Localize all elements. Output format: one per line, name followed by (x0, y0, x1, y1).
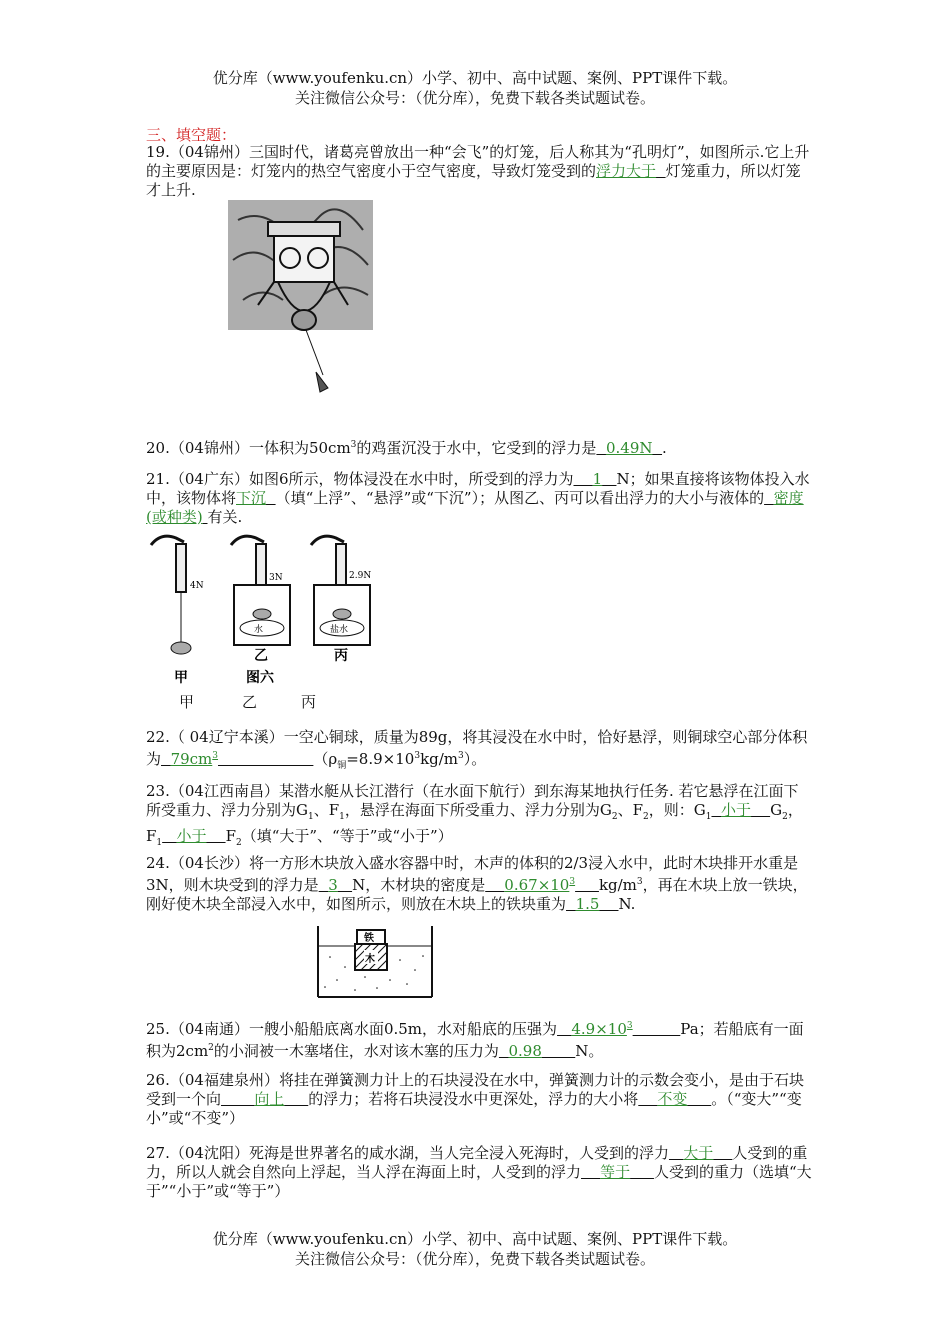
page-header (0, 68, 950, 108)
question-19: 19.（04锦州）三国时代，诸葛亮曾放出一种“会飞”的灯笼，后人称其为“孔明灯”，如图所示.它上升的主要原因是：灯笼内的热空气密度小于空气密度，导致灯笼受到的浮力大于 灯笼重力，所以灯笼才上升. (146, 143, 810, 199)
answer-19: 浮力大于 (596, 162, 657, 180)
answer-23-2: 小于 (176, 827, 207, 845)
answer-26-1: 向上 (254, 1090, 285, 1108)
fig-label-jia: 甲 (174, 670, 188, 686)
question-24: 24.（04长沙）将一方形木块放入盛水容器中时，木声的体积的2/3浸入水中，此时木块排开水重是3N，则木块受到的浮力是 3 N，木材块的密度是 $0.67\times 10^3$ $kg/m^3$，再在木块上放一铁块，刚好使木块全部浸入水中，如图所示，则放在木块上的铁块重为 1.5 N. (146, 854, 808, 913)
kongming-lantern-figure (228, 200, 373, 415)
question-23: 23.（04江西南昌）某潜水艇从长江潜行（在水面下航行）到东海某地执行任务. 若它悬浮在江面下所受重力、浮力分别为$G_1$、$F_1$，悬浮在海面下所受重力、浮力分别为$G_2$、$F_2$，则：$G_1$ 小于 $G_2$， $F_1$ 小于 $F_2$（填“大于”、“等于”或“小于”） (146, 782, 803, 848)
answer-21-1: 1 (592, 470, 603, 488)
header-line-1: 优分库（www.youfenku.cn）小学、初中、高中试题、案例、PPT课件下载。 (212, 69, 738, 87)
section-title: 三、填空题： (146, 126, 237, 144)
setup-jia (151, 536, 204, 686)
answer-20: 0.49N (605, 439, 653, 457)
answer-23-1: 小于 (721, 801, 752, 819)
wood-label: 木 (365, 954, 375, 965)
answer-27-1: 大于 (683, 1144, 714, 1162)
reading-yi: 3N (269, 573, 283, 583)
answer-21-2: 下沉 (236, 489, 267, 507)
fig-caption: 图六 (246, 670, 274, 686)
answer-24-1: 3 (328, 876, 338, 894)
footer-line-2: 关注微信公众号：（优分库），免费下载各类试题试卷。 (294, 1250, 655, 1268)
answer-27-2: 等于 (600, 1163, 631, 1181)
setup-yi (231, 536, 290, 686)
question-25: 25.（04南通）一艘小船船底离水面0.5m，水对船底的压强为 $4.9\times 10^3$ Pa；若船底有一面积为$2cm^2$的小洞被一木塞堵住，水对该木塞的压力为 0.98 N。 (146, 1020, 804, 1060)
iron-label: 铁 (364, 933, 374, 944)
fig-label-bing: 丙 (334, 648, 348, 664)
answer-24-2: 0.67×10 (504, 876, 570, 894)
label-jia: 甲 (179, 693, 195, 711)
question-22: 22.（ 04辽宁本溪）一空心铜球，质量为89g，将其浸没在水中时，恰好悬浮，则铜球空心部分体积为 $79cm^3$ $(\rho_铜=8.9\times 10^3kg/m^3)$。 (146, 728, 808, 771)
liquid-water: 水 (254, 625, 264, 635)
question-27: 27.（04沈阳）死海是世界著名的咸水湖，当人完全浸入死海时，人受到的浮力 大于 人受到的重力，所以人就会自然向上浮起，当人浮在海面上时，人受到的浮力 等于 人受到的重力（选填“大于”“小于”或“等于”） (146, 1144, 812, 1200)
reading-jia: 4N (190, 581, 204, 591)
setup-bing (311, 536, 371, 664)
spring-balance-figure (146, 530, 396, 690)
page-footer (0, 1229, 950, 1269)
question-21: 21.（04广东）如图6所示，物体浸没在水中时，所受到的浮力为 1 N；如果直接将该物体投入水中，该物体将下沉 （填“上浮”、“悬浮”或“下沉”）；从图乙、丙可以看出浮力的大小与液体的 密度(或种类) 有关. (146, 470, 810, 526)
fig-label-yi: 乙 (254, 648, 268, 664)
answer-24-3: 1.5 (575, 895, 600, 913)
answer-26-2: 不变 (657, 1090, 688, 1108)
answer-25-2: 0.98 (508, 1042, 542, 1060)
answer-22: 79cm (170, 750, 213, 768)
liquid-salt-water: 盐水 (330, 625, 349, 635)
wood-block-figure (315, 922, 435, 1000)
label-yi: 乙 (242, 693, 258, 711)
reading-bing: 2.9N (349, 571, 372, 581)
header-line-2: 关注微信公众号：（优分库），免费下载各类试题试卷。 (294, 89, 655, 107)
label-bing: 丙 (301, 693, 317, 711)
question-26: 26.（04福建泉州）将挂在弹簧测力计上的石块浸没在水中，弹簧测力计的示数会变小，是由于石块受到一个向 向上 的浮力；若将石块浸没水中更深处，浮力的大小将 不变 。（“变大”“变小”或“不变”） (146, 1071, 804, 1127)
footer-line-1: 优分库（www.youfenku.cn）小学、初中、高中试题、案例、PPT课件下载。 (212, 1230, 738, 1248)
question-20: 20.（04锦州）一体积为$50cm^3$的鸡蛋沉没于水中，它受到的浮力是 0.49N . (146, 439, 667, 457)
answer-25-1: 4.9×10 (571, 1020, 627, 1038)
answer-21-3: 密度(或种类) (146, 489, 804, 526)
